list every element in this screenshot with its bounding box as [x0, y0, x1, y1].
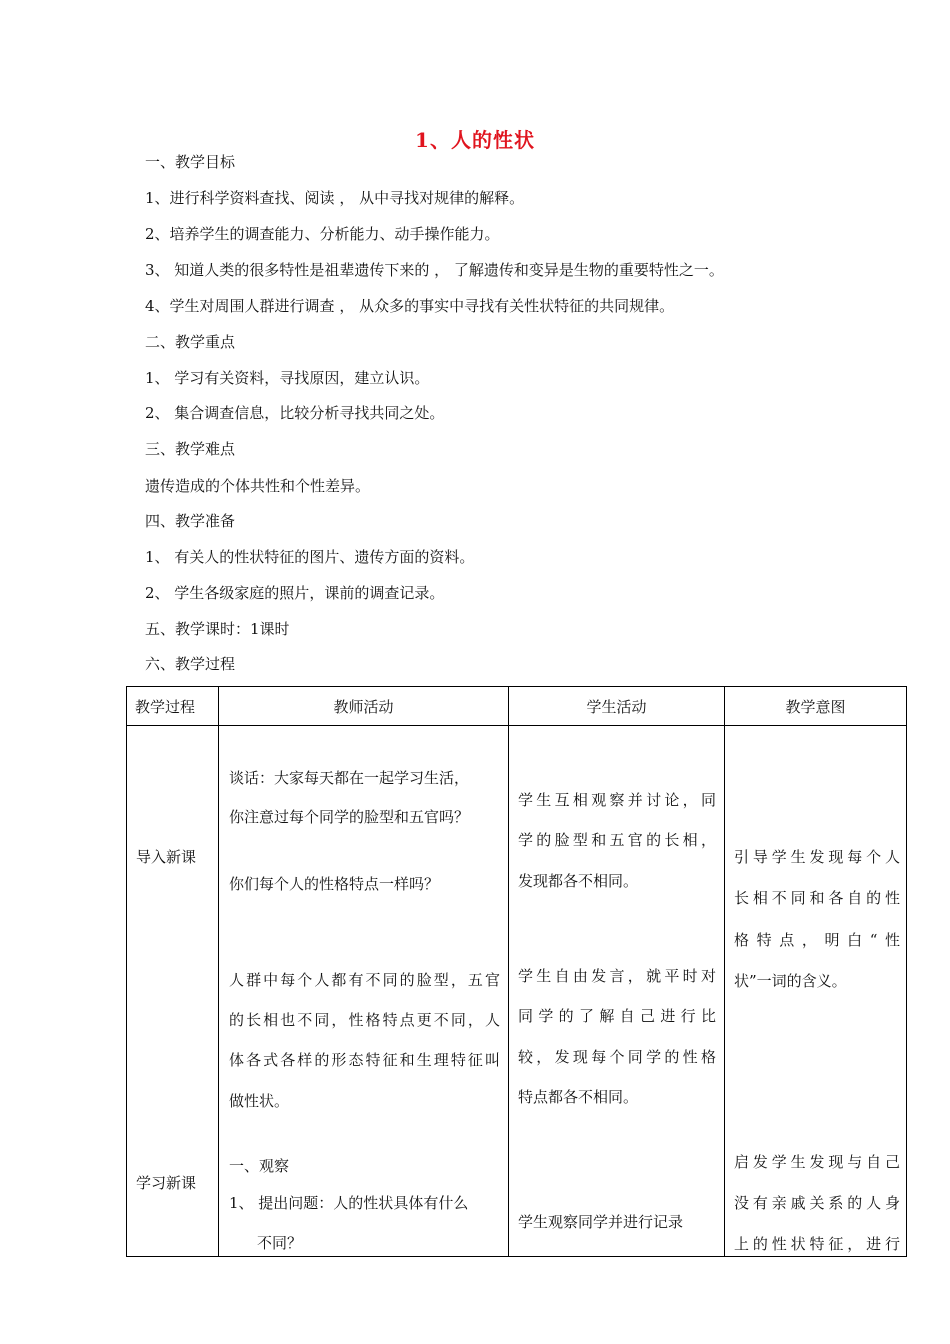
student-line: 学生观察同学并进行记录 — [518, 1213, 684, 1231]
teacher-line: 你们每个人的性格特点一样吗？ — [229, 875, 440, 893]
intent-line: 没有亲戚关系的人身 — [734, 1194, 900, 1212]
student-line: 特点都各不相同。 — [518, 1088, 639, 1106]
student-line: 发现都各不相同。 — [518, 872, 639, 890]
key-point-2: 2、 集合调查信息，比较分析寻找共同之处。 — [145, 404, 445, 422]
teacher-line: 体各式各样的形态特征和生理特征叫 — [229, 1051, 500, 1069]
teacher-line: 做性状。 — [229, 1092, 290, 1110]
student-line: 同学的了解自己进行比 — [518, 1007, 716, 1025]
objective-3: 3、 知道人类的很多特性是祖辈遗传下来的 ， 了解遗传和变异是生物的重要特性之一。 — [145, 261, 724, 279]
teacher-line: 谈话：大家每天都在一起学习生活， — [229, 769, 470, 787]
student-line: 学的脸型和五官的长相， — [518, 831, 716, 849]
section-heading-hours: 五、教学课时：1课时 — [145, 620, 290, 638]
stage-intro: 导入新课 — [136, 848, 197, 866]
teacher-activity-cell — [219, 726, 509, 1257]
intent-line: 状”一词的含义。 — [734, 972, 847, 990]
intent-line: 格特点，明白“性 — [734, 931, 900, 949]
teacher-line: 不同？ — [257, 1234, 303, 1252]
stage-cell — [127, 726, 219, 1257]
table-header-row — [127, 687, 907, 726]
teaching-intent-cell — [725, 726, 907, 1257]
preparation-2: 2、 学生各级家庭的照片，课前的调查记录。 — [145, 584, 445, 602]
intent-line: 启发学生发现与自己 — [734, 1153, 900, 1171]
document-title: 1、人的性状 — [415, 128, 535, 152]
difficulty-text: 遗传造成的个体共性和个性差异。 — [145, 477, 371, 495]
student-line: 较，发现每个同学的性格 — [518, 1048, 716, 1066]
key-point-1: 1、 学习有关资料，寻找原因，建立认识。 — [145, 369, 430, 387]
preparation-1: 1、 有关人的性状特征的图片、遗传方面的资料。 — [145, 548, 475, 566]
section-heading-objectives: 一、教学目标 — [145, 153, 236, 171]
teacher-line: 你注意过每个同学的脸型和五官吗？ — [229, 808, 470, 826]
section-heading-preparation: 四、教学准备 — [145, 512, 236, 530]
teacher-line: 一、观察 — [229, 1157, 290, 1175]
header-stage: 教学过程 — [127, 687, 219, 726]
header-student-activity: 学生活动 — [509, 687, 725, 726]
teacher-line: 的长相也不同，性格特点更不同，人 — [229, 1011, 500, 1029]
intent-line: 上的性状特征，进行 — [734, 1235, 900, 1253]
teaching-process-table — [126, 686, 907, 1257]
intent-line: 长相不同和各自的性 — [734, 889, 900, 907]
objective-1: 1、进行科学资料查找、阅读 ， 从中寻找对规律的解释。 — [145, 189, 525, 207]
student-line: 学生互相观察并讨论，同 — [518, 791, 716, 809]
header-teaching-intent: 教学意图 — [725, 687, 907, 726]
intent-line: 引导学生发现每个人 — [734, 848, 900, 866]
section-heading-key-points: 二、教学重点 — [145, 333, 236, 351]
header-teacher-activity: 教师活动 — [219, 687, 509, 726]
objective-2: 2、培养学生的调查能力、分析能力、动手操作能力。 — [145, 225, 500, 243]
stage-new-lesson: 学习新课 — [136, 1174, 197, 1192]
table-row — [127, 726, 907, 1257]
section-heading-difficulty: 三、教学难点 — [145, 440, 236, 458]
teacher-line: 人群中每个人都有不同的脸型，五官 — [229, 971, 500, 989]
student-line: 学生自由发言，就平时对 — [518, 967, 716, 985]
section-heading-process: 六、教学过程 — [145, 655, 236, 673]
student-activity-cell — [509, 726, 725, 1257]
objective-4: 4、学生对周围人群进行调查 ， 从众多的事实中寻找有关性状特征的共同规律。 — [145, 297, 675, 315]
teacher-line: 1、 提出问题：人的性状具体有什么 — [229, 1194, 469, 1212]
